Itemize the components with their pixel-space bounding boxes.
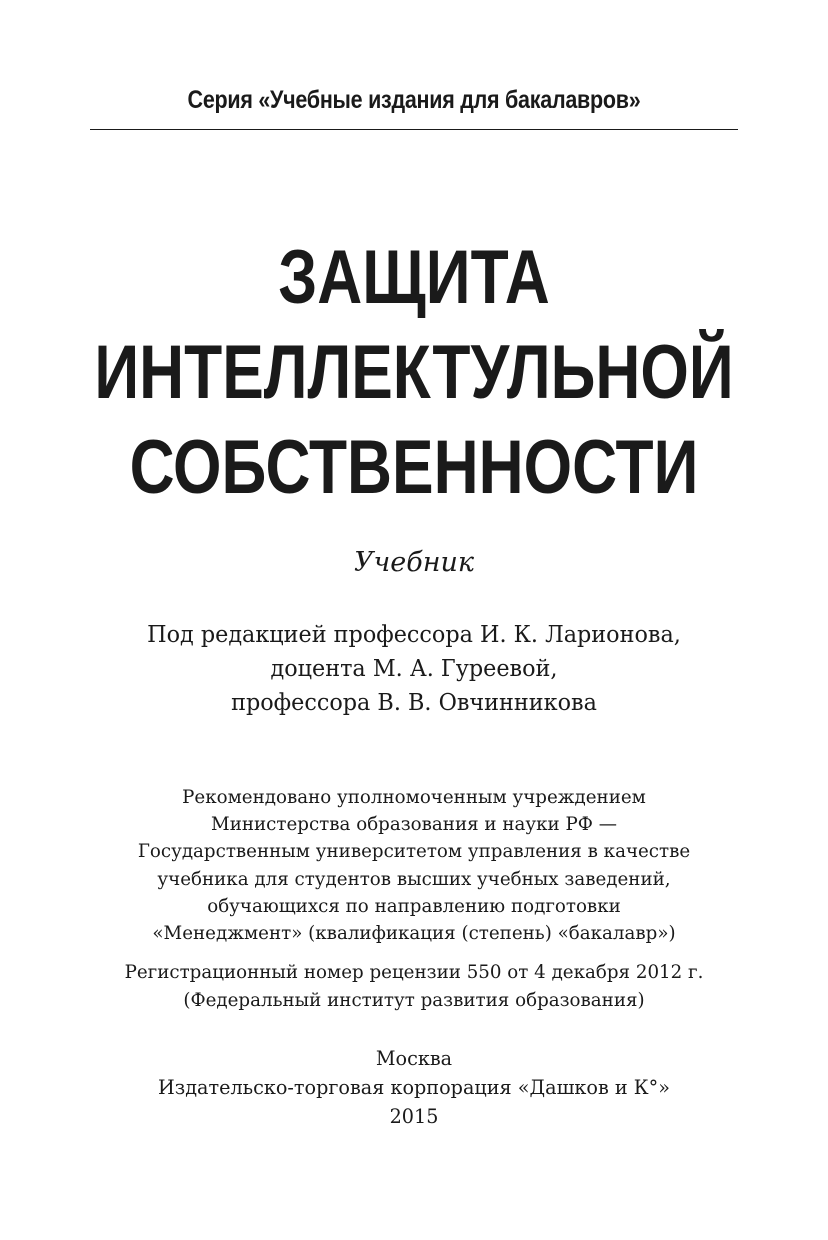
imprint-publisher: Издательско-торговая корпорация «Дашков и К°» bbox=[157, 1075, 671, 1099]
editors-line: доцента М. А. Гуреевой, bbox=[270, 656, 558, 682]
recommendation-line: учебника для студентов высших учебных заведений, bbox=[157, 867, 671, 890]
recommendation-block bbox=[17, 784, 812, 947]
imprint-year: 2015 bbox=[389, 1104, 439, 1128]
header-rule bbox=[90, 129, 738, 130]
editors-line: профессора В. В. Овчинникова bbox=[231, 690, 597, 716]
registration-line: (Федеральный институт развития образования) bbox=[183, 989, 645, 1011]
title-line-2: ИНТЕЛЛЕКТУЛЬНОЙ bbox=[94, 330, 734, 415]
imprint-city: Москва bbox=[375, 1046, 453, 1070]
title-line-3: СОБСТВЕННОСТИ bbox=[129, 425, 699, 510]
recommendation-line: Рекомендовано уполномоченным учреждением bbox=[182, 786, 646, 808]
recommendation-line: обучающихся по направлению подготовки bbox=[207, 894, 621, 917]
editors-line: Под редакцией профессора И. К. Ларионова, bbox=[147, 622, 681, 648]
registration-line: Регистрационный номер рецензии 550 от 4 декабря 2012 г. bbox=[124, 961, 704, 983]
registration-block bbox=[17, 958, 812, 1014]
editors-block bbox=[12, 618, 815, 720]
book-type: Учебник bbox=[353, 547, 475, 578]
recommendation-line: Государственным университетом управления в качестве bbox=[137, 840, 691, 863]
recommendation-line: «Менеджмент» (квалификация (степень) «бакалавр») bbox=[152, 922, 676, 945]
title-line-1: ЗАЩИТА bbox=[278, 235, 550, 320]
imprint-block bbox=[17, 1044, 812, 1131]
recommendation-line: Министерства образования и науки РФ — bbox=[211, 813, 617, 836]
series-line: Серия «Учебные издания для бакалавров» bbox=[187, 86, 641, 114]
